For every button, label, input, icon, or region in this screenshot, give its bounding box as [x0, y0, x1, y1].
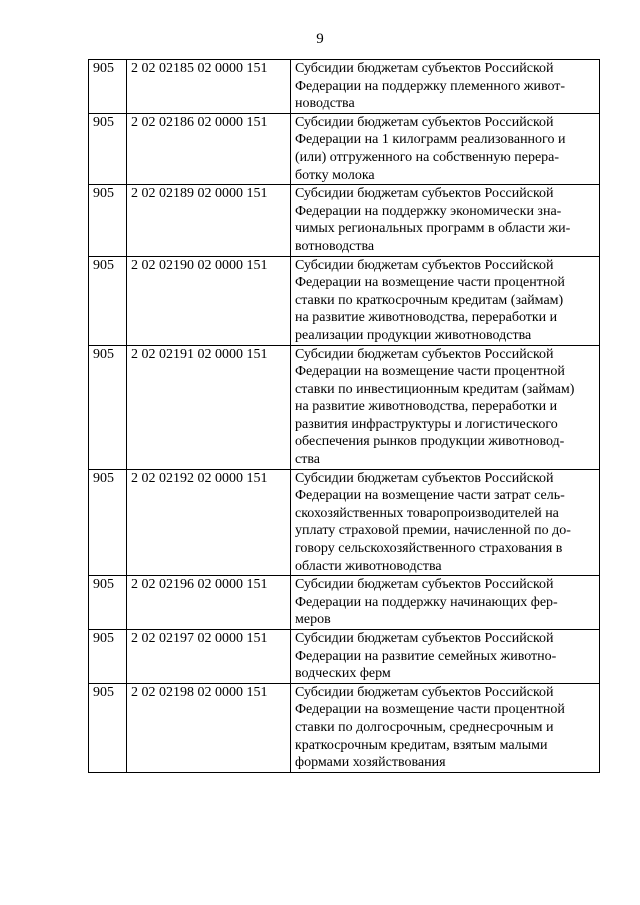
admin-code-cell: 905: [89, 576, 127, 630]
revenue-name-line: ставки по инвестиционным кредитам (займам): [295, 381, 575, 397]
revenue-name-line: формами хозяйствования: [295, 755, 446, 771]
budget-code-cell: 2 02 02190 02 0000 151: [127, 256, 291, 345]
budget-code-cell: 2 02 02197 02 0000 151: [127, 630, 291, 684]
revenue-name-line: обеспечения рынков продукции животновод-: [295, 434, 565, 450]
revenue-name-line: Федерации на возмещение части процентной: [295, 275, 565, 291]
revenue-name-line: Федерации на поддержку экономически зна-: [295, 203, 562, 219]
revenue-name-line: реализации продукции животноводства: [295, 327, 532, 343]
revenue-name-line: водческих ферм: [295, 666, 391, 682]
revenue-name-line: Субсидии бюджетам субъектов Российской: [295, 684, 554, 700]
revenue-name-line: области животноводства: [295, 558, 442, 574]
admin-code-cell: 905: [89, 345, 127, 469]
revenue-name-line: скохозяйственных товаропроизводителей на: [295, 505, 559, 521]
admin-code-cell: 905: [89, 113, 127, 184]
revenue-name-cell: [291, 683, 600, 772]
revenue-name-cell: [291, 630, 600, 684]
revenue-name-cell: [291, 345, 600, 469]
admin-code-cell: 905: [89, 683, 127, 772]
budget-code-cell: 2 02 02192 02 0000 151: [127, 469, 291, 576]
revenue-name-line: уплату страховой премии, начисленной по до-: [295, 523, 571, 539]
revenue-name-line: на развитие животноводства, переработки и: [295, 399, 558, 415]
table-row: [89, 469, 600, 576]
table-row: [89, 345, 600, 469]
revenue-name-line: ставки по краткосрочным кредитам (займам): [295, 292, 564, 308]
budget-code-cell: 2 02 02185 02 0000 151: [127, 60, 291, 114]
admin-code-cell: 905: [89, 630, 127, 684]
budget-code-cell: 2 02 02196 02 0000 151: [127, 576, 291, 630]
table-row: [89, 60, 600, 114]
table-row: [89, 185, 600, 256]
revenue-name-line: говору сельскохозяйственного страхования в: [295, 541, 563, 557]
revenue-name-line: новодства: [295, 96, 355, 112]
table-row: [89, 630, 600, 684]
admin-code-cell: 905: [89, 469, 127, 576]
revenue-name-line: развития инфраструктуры и логистического: [295, 416, 558, 432]
table-row: [89, 683, 600, 772]
revenue-name-line: Субсидии бюджетам субъектов Российской: [295, 631, 554, 646]
revenue-name-line: Субсидии бюджетам субъектов Российской: [295, 186, 554, 202]
budget-code-cell: 2 02 02198 02 0000 151: [127, 683, 291, 772]
table-body: [89, 60, 600, 773]
table-row: [89, 256, 600, 345]
revenue-name-line: краткосрочным кредитам, взятым малыми: [295, 737, 548, 753]
admin-code-cell: 905: [89, 60, 127, 114]
budget-code-cell: 2 02 02189 02 0000 151: [127, 185, 291, 256]
revenue-name-line: Федерации на возмещение части затрат сель-: [295, 488, 565, 504]
revenue-name-line: Федерации на возмещение части процентной: [295, 702, 565, 718]
revenue-name-line: меров: [295, 612, 331, 628]
revenue-name-line: ства: [295, 452, 320, 468]
revenue-name-line: ботку молока: [295, 167, 375, 183]
revenue-name-line: Субсидии бюджетам субъектов Российской: [295, 346, 554, 362]
revenue-name-line: Субсидии бюджетам субъектов Российской: [295, 114, 554, 130]
budget-classification-table: [88, 59, 600, 773]
revenue-name-line: (или) отгруженного на собственную перера-: [295, 149, 560, 165]
revenue-name-cell: [291, 469, 600, 576]
revenue-name-cell: [291, 60, 600, 114]
revenue-name-line: Федерации на возмещение части процентной: [295, 364, 565, 380]
budget-code-cell: 2 02 02186 02 0000 151: [127, 113, 291, 184]
revenue-name-line: Субсидии бюджетам субъектов Российской: [295, 257, 554, 273]
revenue-name-line: Федерации на поддержку начинающих фер-: [295, 594, 558, 610]
revenue-name-line: на развитие животноводства, переработки и: [295, 310, 558, 326]
revenue-name-cell: [291, 113, 600, 184]
revenue-name-cell: [291, 185, 600, 256]
revenue-name-line: Субсидии бюджетам субъектов Российской: [295, 577, 554, 593]
table-row: [89, 576, 600, 630]
revenue-name-line: Федерации на развитие семейных животно-: [295, 648, 557, 664]
revenue-name-line: Федерации на 1 килограмм реализованного и: [295, 132, 566, 148]
revenue-name-line: ставки по долгосрочным, среднесрочным и: [295, 719, 554, 735]
revenue-name-line: Федерации на поддержку племенного живот-: [295, 78, 566, 94]
budget-code-cell: 2 02 02191 02 0000 151: [127, 345, 291, 469]
revenue-name-cell: [291, 576, 600, 630]
admin-code-cell: 905: [89, 256, 127, 345]
revenue-name-line: Субсидии бюджетам субъектов Российской: [295, 61, 554, 76]
revenue-name-cell: [291, 256, 600, 345]
page-number: 9: [316, 31, 324, 47]
revenue-name-line: Субсидии бюджетам субъектов Российской: [295, 470, 554, 486]
revenue-name-line: вотноводства: [295, 238, 375, 254]
table-row: [89, 113, 600, 184]
revenue-name-line: чимых региональных программ в области жи-: [295, 221, 571, 237]
admin-code-cell: 905: [89, 185, 127, 256]
